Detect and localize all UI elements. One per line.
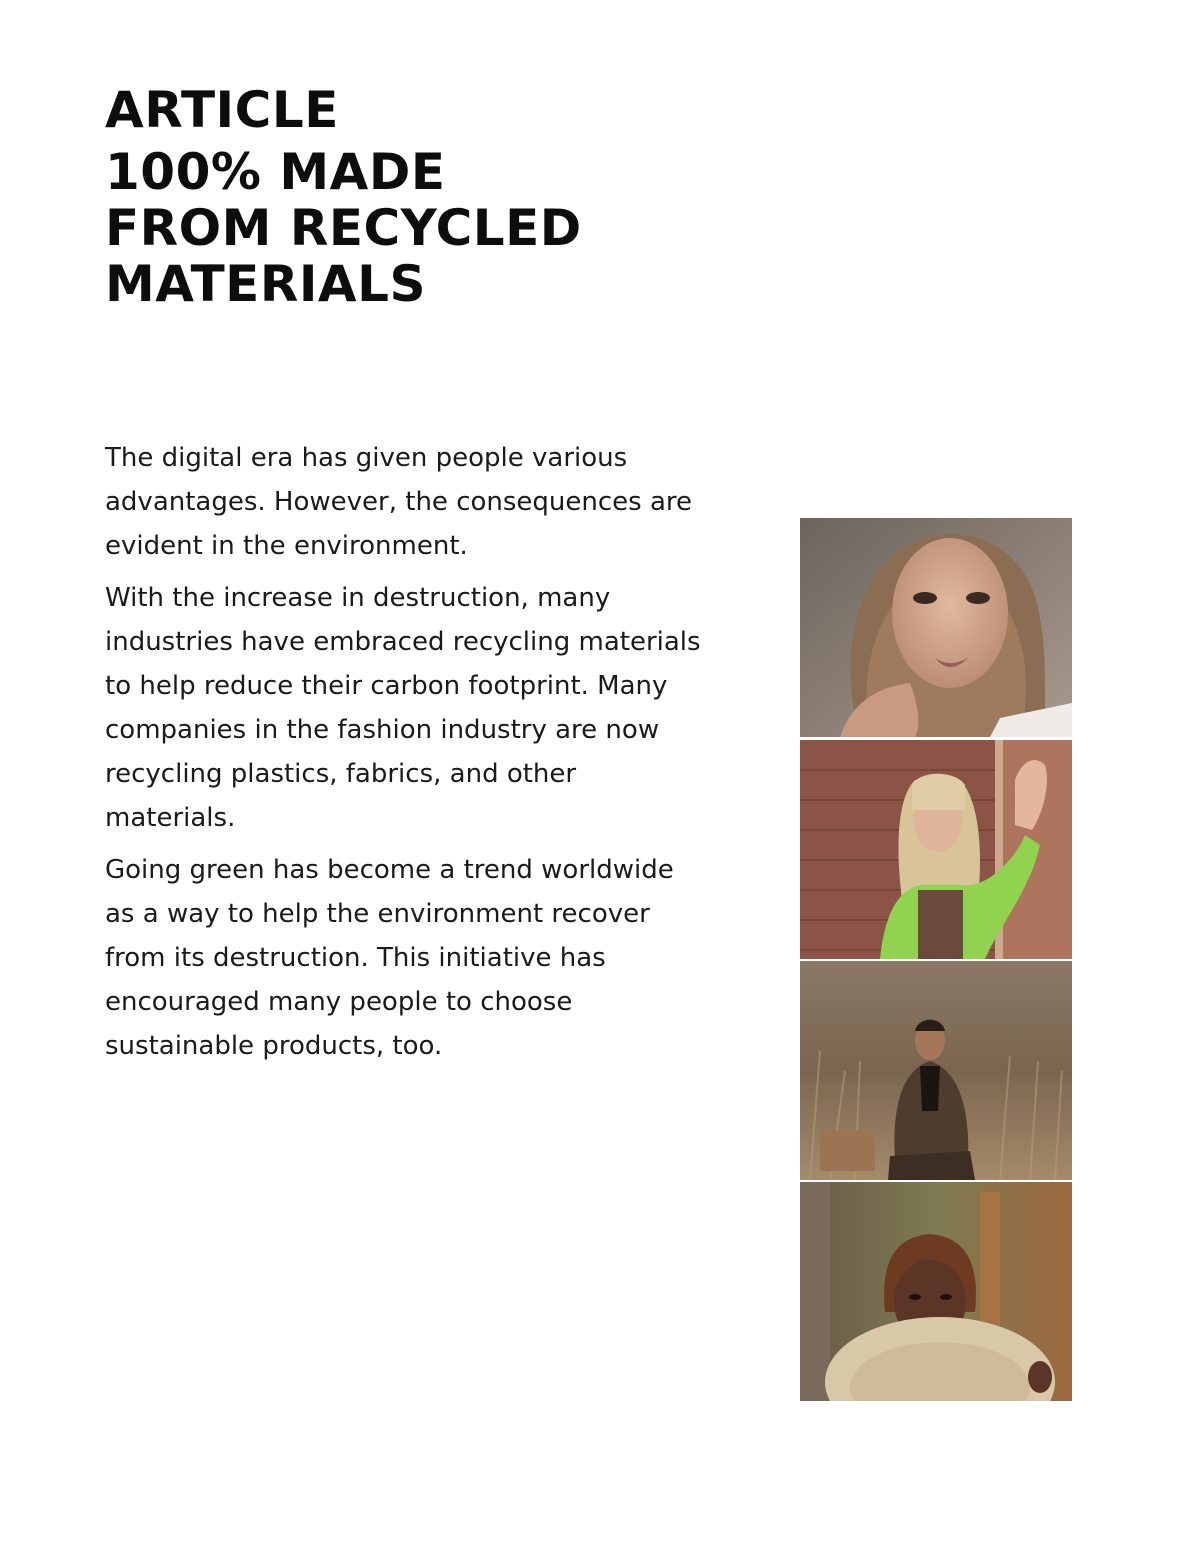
body-paragraph-2: With the increase in destruction, many industries have embraced recycling materials to help reduce their carbon footprint. Many companies in the fashion industry are now recycling plastics, fabrics, and other materials. (105, 583, 701, 833)
man-sitting-in-field-photo (800, 961, 1072, 1180)
article-title-line-1: 100% MADE (105, 143, 446, 201)
article-title-line-2: FROM RECYCLED (105, 199, 582, 257)
body-paragraph-3: Going green has become a trend worldwide as a way to help the environment recover from its destruction. This initiative has encouraged many people to choose sustainable products, too. (105, 855, 674, 1061)
article-body (105, 436, 705, 1076)
article-kicker: ARTICLE (105, 81, 339, 139)
woman-on-phone-photo (800, 518, 1072, 737)
woman-green-jacket-brick-wall-photo (800, 740, 1072, 959)
article-header (105, 82, 725, 312)
body-paragraph-1: The digital era has given people various advantages. However, the consequences are evident in the environment. (105, 443, 693, 561)
woman-with-straw-hat-photo (800, 1182, 1072, 1401)
photo-strip (800, 518, 1072, 1401)
article-title-line-3: MATERIALS (105, 255, 427, 313)
